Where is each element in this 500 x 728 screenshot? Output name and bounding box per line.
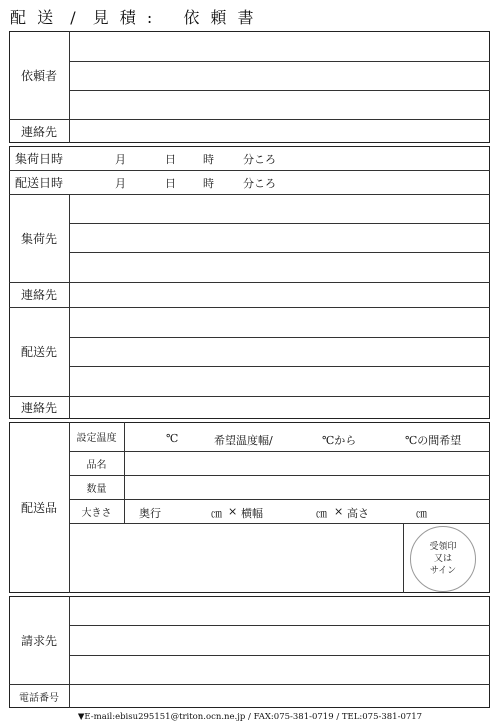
billing-label: 請求先 <box>20 633 57 648</box>
width-label: 横幅 <box>241 507 263 520</box>
contact-footer: ▼E-mail:ebisu295151@triton.ocn.ne.jp / FAX:075-381-0719 / TEL:075-381-0717 <box>77 712 423 722</box>
pickup-minute: 分ころ <box>243 153 276 166</box>
delivery-month: 月 <box>115 177 126 190</box>
height-label: 高さ <box>347 507 369 520</box>
times-sign-2: × <box>334 505 344 518</box>
quantity-label: 数量 <box>86 483 107 495</box>
title-part-estimate: 見 積 : <box>92 8 156 27</box>
delivery-datetime-label: 配送日時 <box>14 175 63 190</box>
title-part-delivery: 配 送 <box>10 8 57 27</box>
title-part-request: 依 頼 書 <box>183 8 257 27</box>
pickup-hour: 時 <box>203 153 214 166</box>
stamp-line-1: 受領印 <box>429 542 457 552</box>
phone-label: 電話番号 <box>19 692 59 704</box>
pickup-datetime-label: 集荷日時 <box>14 151 63 166</box>
delivery-minute: 分ころ <box>243 177 276 190</box>
temp-between: ℃の間希望 <box>405 434 462 447</box>
temp-range-label: 希望温度幅/ <box>214 434 273 447</box>
depth-label: 奥行 <box>139 507 161 520</box>
size-label: 大きさ <box>81 507 112 519</box>
height-unit: ㎝ <box>416 507 427 520</box>
temp-unit: ℃ <box>166 432 179 445</box>
temp-label: 設定温度 <box>76 433 117 444</box>
billing-section <box>9 596 490 708</box>
title-separator: / <box>70 8 79 27</box>
requester-label: 依頼者 <box>20 68 57 83</box>
width-unit: ㎝ <box>316 507 327 520</box>
item-name-label: 品名 <box>86 459 107 471</box>
stamp-line-2: 又は <box>433 554 452 564</box>
delivery-hour: 時 <box>203 177 214 190</box>
pickup-contact-label: 連絡先 <box>20 288 57 302</box>
stamp-line-3: サイン <box>429 566 457 576</box>
times-sign-1: × <box>228 505 238 518</box>
temp-from: ℃から <box>322 434 357 447</box>
item-label: 配送品 <box>20 501 57 515</box>
pickup-day: 日 <box>165 153 176 166</box>
pickup-place-label: 集荷先 <box>20 231 57 246</box>
delivery-place-label: 配送先 <box>20 345 57 359</box>
delivery-contact-label: 連絡先 <box>20 401 57 415</box>
delivery-day: 日 <box>165 177 176 190</box>
receipt-stamp-area <box>410 526 476 592</box>
pickup-month: 月 <box>115 153 126 166</box>
depth-unit: ㎝ <box>211 507 222 520</box>
requester-section <box>9 31 490 143</box>
requester-contact-label: 連絡先 <box>20 124 57 139</box>
page-title <box>10 5 263 28</box>
